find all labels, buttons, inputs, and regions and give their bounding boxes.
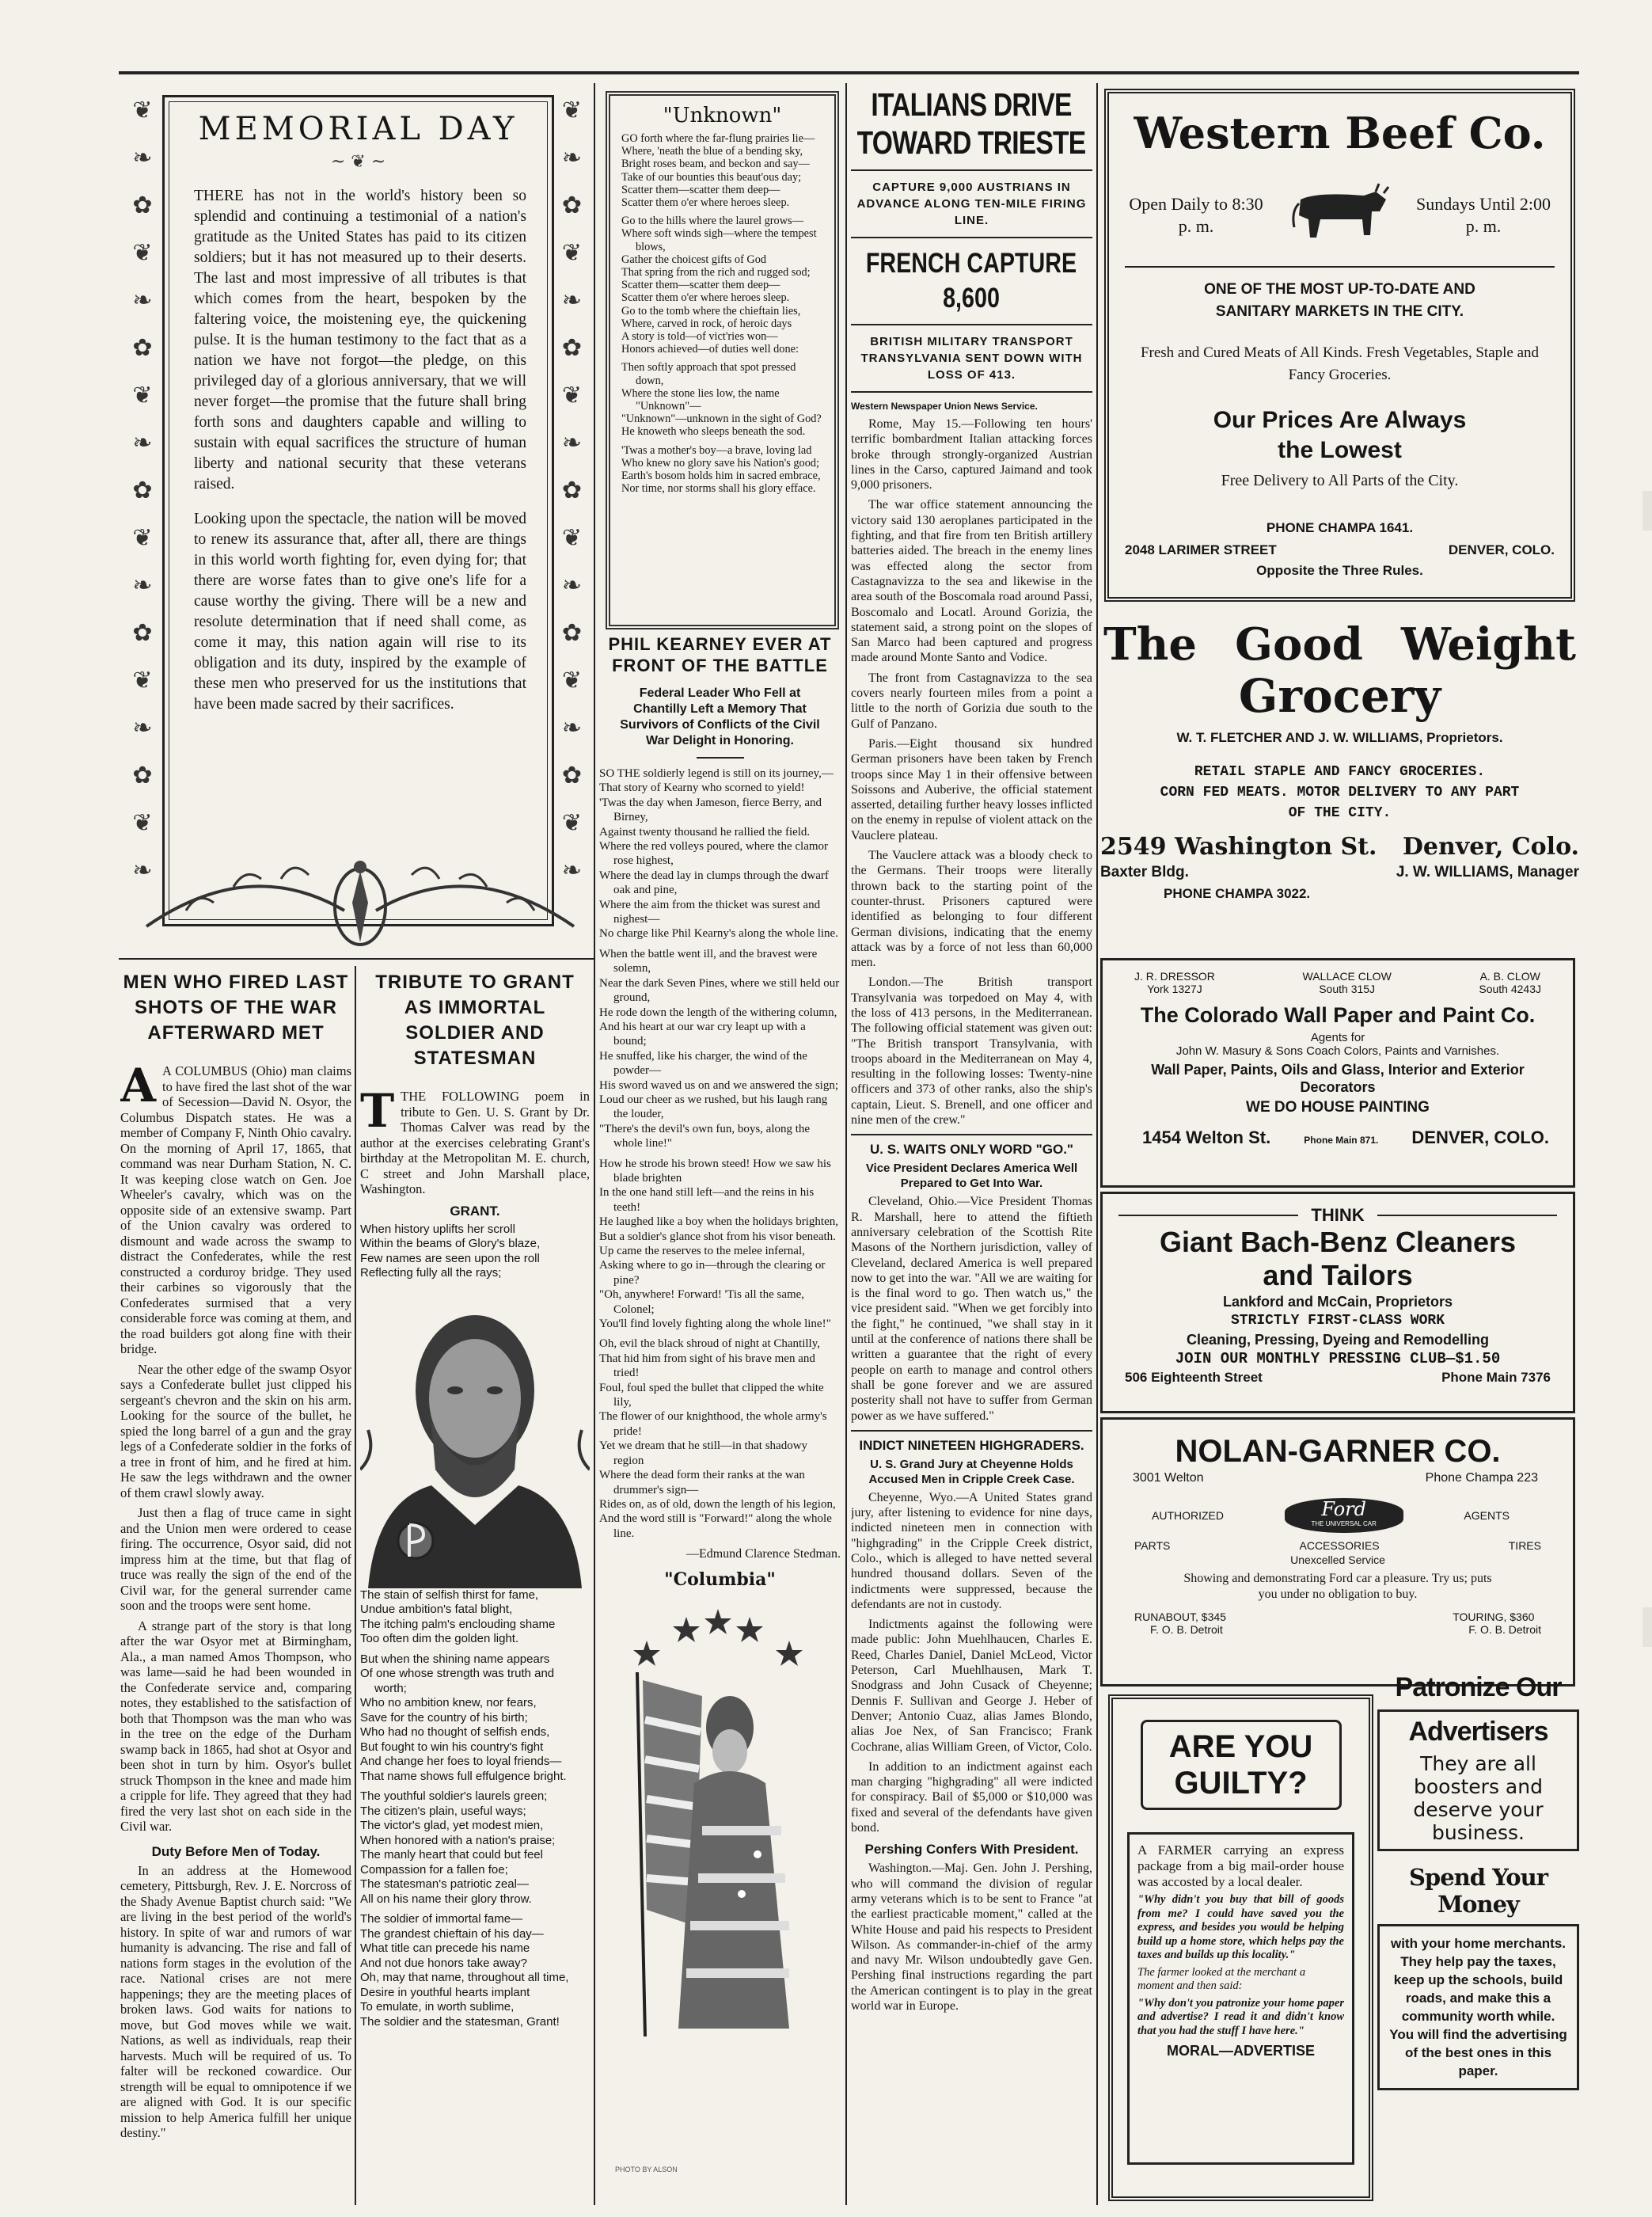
- indict-p3: In addition to an indictment against each man charging "highgrading" all were indicted for conspiracy. Bail of $5,000 or $10,000 was fixed and several of the defendants have given bond.: [851, 1759, 1092, 1835]
- gw-good: Good: [1235, 619, 1363, 671]
- grant-poem-line: [360, 1784, 590, 1789]
- gw-proprietors: W. T. FLETCHER AND J. W. WILLIAMS, Proprietors.: [1176, 730, 1503, 745]
- kearney-poem-line: [599, 1151, 841, 1157]
- grant-poem-line: [360, 1907, 590, 1912]
- grant-poem-line: The soldier of immortal fame—: [360, 1912, 523, 1926]
- memorial-p2: Looking upon the spectacle, the nation will be moved to renew its assurance that, after all, there are things in this world worth fighting for, even dying for; that there are worse fates than to give one's life for a cause worthy the giving. There will be a new and resolute determination that if need shall come, as come it may, this nation again will rise to its obligation and its duty, inspired by the example of these men who preserved for us the institutions that have been made sacred by their sacrifices.: [194, 511, 526, 713]
- guilty-moral: MORAL—ADVERTISE: [1166, 2043, 1315, 2059]
- transylvania-deck: BRITISH MILITARY TRANSPORT TRANSYLVANIA SENT DOWN WITH LOSS OF 413.: [860, 335, 1083, 382]
- unknown-poem-line: Where soft winds sigh—where the tempest blows,: [621, 227, 817, 253]
- grant-poem-line: The manly heart that could but feel: [360, 1848, 543, 1861]
- unknown-poem-line: Go to the hills where the laurel grows—: [621, 215, 803, 228]
- patronize-body: They are all boosters and deserve your business.: [1413, 1752, 1544, 1844]
- grant-poem-line: But fought to win his country's fight: [360, 1740, 544, 1754]
- unknown-poem-line: 'Twas a mother's boy—a brave, loving lad: [621, 443, 812, 457]
- dropcap-t: T: [360, 1084, 395, 1138]
- bach-benz-services: Cleaning, Pressing, Dyeing and Remodelling: [1186, 1332, 1490, 1348]
- kearney-poem-line: No charge like Phil Kearny's along the whole line.: [599, 927, 838, 941]
- unknown-poem-line: Nor time, nor storms shall his glory efface.: [621, 482, 816, 496]
- binding-mark-2: [1643, 1607, 1652, 1647]
- colorado-wall-products: Wall Paper, Paints, Oils and Glass, Interior and Exterior Decorators: [1151, 1062, 1525, 1095]
- colorado-wall-masury: John W. Masury & Sons Coach Colors, Paints and Varnishes.: [1175, 1044, 1500, 1058]
- ford-logo-sub: THE UNIVERSAL CAR: [1311, 1520, 1377, 1527]
- unknown-poem-line: Take of our bounties this beaut'ous day;: [621, 170, 802, 184]
- grant-poem-line: And not due honors take away?: [360, 1956, 527, 1970]
- kearney-poem-line: Near the dark Seven Pines, where we still held our ground,: [599, 976, 840, 1005]
- colorado-wall-address: 1454 Welton St.: [1142, 1128, 1271, 1147]
- western-beef-delivery: Free Delivery to All Parts of the City.: [1221, 472, 1459, 489]
- partner-2: WALLACE CLOW: [1302, 970, 1392, 983]
- nolan-tires: TIRES: [1508, 1539, 1541, 1552]
- pershing-p1: Washington.—Maj. Gen. John J. Pershing, who will command the division of regular army veterans which is to be sent to France "at the earliest practicable moment," called at the White House and paid his respects to President Wilson. As commander-in-chief of the army and navy Mr. Wilson undoubtedly gave Gen. Pershing final instructions regarding the part the American contingent is to play in the great world war in Europe.: [851, 1861, 1092, 2014]
- western-beef-city: DENVER, COLO.: [1448, 542, 1555, 557]
- grant-poem-line: The itching palm's enclouding shame: [360, 1617, 556, 1631]
- kearney-poem-line: SO THE soldierly legend is still on its journey,—: [599, 767, 834, 780]
- kearney-poem-line: That hid him from sight of his brave men and tried!: [599, 1352, 815, 1380]
- grant-poem-line: Too often dim the golden light.: [360, 1632, 519, 1645]
- bach-benz-props: Lankford and McCain, Proprietors: [1222, 1294, 1453, 1310]
- left-vine-ornament: ❦ ❧ ✿ ❦ ❧ ✿ ❦ ❧ ✿ ❦ ❧ ✿ ❦ ❧ ✿ ❦ ❧: [132, 97, 153, 884]
- grant-poem-line: Desire in youthful hearts implant: [360, 1985, 530, 1999]
- partner-3: A. B. CLOW: [1479, 970, 1540, 983]
- colorado-wall-name: The Colorado Wall Paper and Paint Co.: [1140, 1003, 1536, 1027]
- nolan-name: NOLAN-GARNER CO.: [1175, 1434, 1501, 1469]
- grant-poem-line: Oh, may that name, throughout all time,: [360, 1971, 569, 1984]
- grant-poem-line: The stain of selfish thirst for fame,: [360, 1588, 539, 1602]
- indict-p2: Indictments against the following were made public: John Muehlhaucen, Charles E. Reed, Charles Daniel, Daniel McLeod, Victor Peterson, Carl Muehlhausen, Mark T. Snodgrass and John Cusack of Cheyenne; Dennis F. Sullivan and George J. Heber of Denver; Antonio Cuaz, alias James Blondo, alias Joe Nex, of San Francisco; Frank Cochrane, alias William Green, of Victor, Colo.: [851, 1618, 1092, 1754]
- kearney-poem-line: Asking where to go in—through the clearing or pine?: [599, 1259, 826, 1287]
- columbia-caption: "Columbia": [664, 1569, 776, 1591]
- kearney-poem-line: Up came the reserves to the melee infernal,: [599, 1245, 805, 1257]
- italians-p5: The Vauclere attack was a bloody check to the Germans. Their troops were literally thrown back to the starting point of the counter-thrust. Prisoners captured were identified as belonging to four different German divisions, indicating that the enemy attack was by a force of not less than 60,000 men.: [851, 849, 1092, 970]
- indict-head: INDICT NINETEEN HIGHGRADERS.: [859, 1437, 1084, 1453]
- italians-headline: ITALIANS DRIVE TOWARD TRIESTE: [856, 86, 1086, 161]
- news-column: [851, 86, 1092, 2207]
- grant-stanza-1: [360, 1223, 590, 1281]
- western-beef-phone: PHONE CHAMPA 1641.: [1266, 520, 1414, 535]
- gw-line2: CORN FED MEATS. MOTOR DELIVERY TO ANY PART OF THE CITY.: [1160, 785, 1520, 821]
- western-beef-name: Western Beef Co.: [1134, 108, 1546, 158]
- kearney-title: PHIL KEARNEY EVER AT FRONT OF THE BATTLE: [608, 634, 832, 675]
- kearney-poem-line: That story of Kearny who scorned to yield!: [599, 781, 805, 795]
- men-fired-p5: In an address at the Homewood cemetery, Pittsburgh, Rev. J. E. Norcross of the Shady Avenue Baptist church said: "We are living in the best period of the world's history. In spite of war and rumors of war humanity is advancing. The rise and fall of nations form stages in the evolution of the race. National crises are not mere happenings; they are the meeting places of broken laws. God waits for nations to move, but God moves while we wait. Nations, as well as individuals, reap their harvests. Much will be required of us. To falter will be reckoned cowardice. Our strength will be equal to omnipotence if we are aligned with God. It is our specific mission to help America fulfill her unique destiny.": [120, 1862, 351, 2140]
- unknown-poem-line: Then softly approach that spot pressed down,: [621, 361, 796, 387]
- grant-poem-line: The citizen's plain, useful ways;: [360, 1804, 526, 1818]
- runabout-fob: F. O. B. Detroit: [1150, 1623, 1223, 1636]
- grant-stanza-2: [360, 1588, 590, 2030]
- kearney-poem-line: Oh, evil the black shroud of night at Chantilly,: [599, 1337, 820, 1351]
- unknown-poem-line: That spring from the rich and rugged sod;: [621, 266, 811, 280]
- grant-poem-line: When history uplifts her scroll: [360, 1222, 515, 1236]
- grant-title: TRIBUTE TO GRANT AS IMMORTAL SOLDIER AND STATESMAN: [375, 972, 575, 1069]
- kearney-poem-line: In the one hand still left—and the reins in his teeth!: [599, 1186, 815, 1214]
- grant-poem-line: Who had no thought of selfish ends,: [360, 1725, 550, 1739]
- patronize-head2: Advertisers: [1408, 1717, 1548, 1747]
- think-label: THINK: [1311, 1205, 1365, 1225]
- good-weight-ad: [1100, 619, 1579, 944]
- touring-fob: F. O. B. Detroit: [1468, 1623, 1541, 1636]
- partner-3-phone: South 4243J: [1479, 983, 1541, 995]
- grant-poem-line: Reflecting fully all the rays;: [360, 1266, 502, 1280]
- unknown-poem-line: Go to the tomb where the chieftain lies,: [621, 304, 801, 318]
- unknown-poem-line: Where the stone lies low, the name "Unknown"—: [621, 386, 780, 413]
- gw-address: 2549 Washington St.: [1100, 833, 1377, 861]
- unknown-poem-line: Earth's bosom holds him in sacred embrace,: [621, 470, 821, 483]
- unknown-poem-line: [621, 209, 823, 215]
- italians-deck: CAPTURE 9,000 AUSTRIANS IN ADVANCE ALONG TEN-MILE FIRING LINE.: [856, 181, 1087, 227]
- kearney-poem-line: Where the dead form their ranks at the wan drummer's sign—: [599, 1469, 805, 1496]
- grant-poem-line: Who no ambition knew, nor fears,: [360, 1696, 537, 1709]
- grant-poem-line: The grandest chieftain of his day—: [360, 1926, 544, 1941]
- spend-your-money: Spend Your Money: [1408, 1864, 1548, 1918]
- grant-poem-line: All on his name their glory throw.: [360, 1892, 532, 1906]
- bottom-wreath-ornament: [139, 839, 582, 950]
- memorial-bottom-rule: [119, 958, 594, 960]
- italians-p2: The war office statement announcing the victory said 130 aeroplanes participated in the fighting, and that fire from ten British artillery batteries aided. The breach in the enemy lines was effected along the sector from Castagnavizza to the sea and likewise in the area south of the Boscomala road around Passi, Boscomalo and Locatl. Around Gorizia, the statement said, a strong point on the slopes of San Marco had been captured and progress made around Monte Santo and Vodice.: [851, 498, 1092, 665]
- grant-poem-line: Save for the country of his birth;: [360, 1710, 528, 1725]
- unknown-poem-line: Where, 'neath the blue of a bending sky,: [621, 145, 803, 158]
- men-fired-column: [120, 970, 351, 2205]
- unknown-title: "Unknown": [663, 104, 782, 127]
- kearney-poem-line: Where the red volleys poured, where the clamor rose highest,: [599, 840, 829, 868]
- unknown-poem-line: A story is told—of vict'ries won—: [621, 330, 778, 344]
- col-rule-4: [355, 966, 356, 2205]
- nolan-accessories: ACCESSORIES: [1299, 1539, 1380, 1552]
- bach-benz-tailors: and Tailors: [1263, 1259, 1413, 1291]
- nolan-authorized: AUTHORIZED: [1152, 1509, 1224, 1522]
- unknown-poem-line: "Unknown"—unknown in the sight of God?: [621, 413, 822, 426]
- kearney-poem-line: Rides on, as of old, down the length of his legion,: [599, 1497, 836, 1511]
- grant-column: [360, 970, 590, 2205]
- nolan-showing: Showing and demonstrating Ford car a pleasure. Try us; puts you under no obligation to buy.: [1183, 1572, 1492, 1601]
- italians-p4: Paris.—Eight thousand six hundred German prisoners have been taken by French troops since May 1 in their offensive between Soissons and Auberive, the official statement asserted, detailing further heavy losses inflicted on the enemy in repulse of violent attack on the Vauclere plateau.: [851, 736, 1092, 842]
- colorado-wall-phone: Phone Main 871.: [1304, 1135, 1379, 1146]
- italians-p3: The front from Castagnavizza to the sea covers nearly fourteen miles from a point a little to the north of Gorizia due south to the Gulf of Panzano.: [851, 671, 1092, 731]
- grant-poem-line: The victor's glad, yet modest mien,: [360, 1819, 544, 1832]
- sunday-hours: Sundays Until 2:00 p. m.: [1416, 194, 1551, 236]
- bach-benz-ad: [1100, 1192, 1575, 1413]
- kearney-poem-line: 'Twas the day when Jameson, fierce Berry, and Birney,: [599, 796, 822, 824]
- kearney-poem-line: When the battle went ill, and the bravest were solemn,: [599, 947, 818, 975]
- men-fired-subhead: Duty Before Men of Today.: [151, 1843, 321, 1859]
- partner-2-phone: South 315J: [1319, 983, 1376, 995]
- french-headline: FRENCH CAPTURE 8,600: [865, 248, 1077, 314]
- grant-poem-line: To emulate, in worth sublime,: [360, 2000, 515, 2014]
- us-waits-p1: Cleveland, Ohio.—Vice President Thomas R. Marshall, here to attend the fiftieth anniversary celebration of the Scottish Rite Masons of the Northern jurisdiction, valley of Cleveland, declared America is well prepared now to get into the war. "All we are waiting for is the final word to go. Then watch us," the vice president said. "When we get forcibly into the fight," he continued, "we shall stay in it until at the conference of nations there shall be written a guarantee that the right of every people on earth to manage and control others shall be gone forever and we are assured posterity shall not have to suffer from German power as we have suffered.": [851, 1195, 1092, 1423]
- gw-bldg: Baxter Bldg.: [1100, 864, 1189, 880]
- unknown-poem-line: Who knew no glory save his Nation's good;: [621, 456, 819, 470]
- partner-1-phone: York 1327J: [1147, 983, 1202, 995]
- are-you-guilty-ad: [1108, 1694, 1373, 2201]
- unknown-poem-line: Gather the choicest gifts of God: [621, 253, 767, 266]
- gw-phone: PHONE CHAMPA 3022.: [1164, 886, 1311, 901]
- unknown-poem-line: [621, 439, 823, 444]
- guilty-title: ARE YOU GUILTY?: [1141, 1720, 1342, 1810]
- news-service: Western Newspaper Union News Service.: [851, 401, 1038, 412]
- colorado-wall-city: DENVER, COLO.: [1411, 1128, 1549, 1147]
- kearney-poem: [599, 766, 841, 1541]
- men-fired-p4: A strange part of the story is that long after the war Osyor met at Birmingham, Ala., a man named Amos Thompson, who was lame—said he had been wounded in the Confederate service and, comparing notes, they established to the satisfaction of both that Thompson was the man who was in the tree on the edge of the Durham swamp back in 1865, had shot at Osyor and been shot in turn by him. Osyor's bullet struck Thompson in the knee and made him a cripple for life. They agreed that they had fired the very last shot on each side in the Civil war.: [120, 1618, 351, 1834]
- unknown-poem-line: [621, 356, 823, 361]
- grant-poem-line: Few names are seen upon the roll: [360, 1251, 540, 1265]
- bach-benz-club: JOIN OUR MONTHLY PRESSING CLUB—$1.50: [1175, 1350, 1501, 1367]
- grant-poem-line: That name shows full effulgence bright.: [360, 1769, 567, 1783]
- unknown-poem-line: Scatter them—scatter them deep—: [621, 183, 780, 196]
- memorial-day-panel: [123, 87, 590, 954]
- kearney-poem-line: Where the dead lay in clumps through the dwarf oak and pine,: [599, 869, 829, 897]
- grant-poem-line: [360, 1647, 590, 1652]
- grant-poem-title: GRANT.: [450, 1203, 500, 1219]
- unknown-poem-line: GO forth where the far-flung prairies lie—: [621, 132, 815, 145]
- grant-poem-line: The statesman's patriotic zeal—: [360, 1877, 529, 1891]
- unknown-poem-line: Scatter them o'er where heroes sleep.: [621, 291, 790, 305]
- kearney-poem-line: You'll find lovely fighting along the whole line!": [599, 1318, 831, 1331]
- kearney-poem-line: He rode down the length of the withering column,: [599, 1006, 837, 1019]
- grant-poem-line: Of one whose strength was truth and worth;: [360, 1667, 555, 1695]
- gw-grocery: Grocery: [1238, 669, 1441, 723]
- grant-poem-line: Undue ambition's fatal blight,: [360, 1603, 513, 1616]
- ford-logo: [1285, 1498, 1403, 1533]
- men-fired-p1: A COLUMBUS (Ohio) man claims to have fired the last shot of the war of Secession—David N. Osyor, the Columbus Dispatch states. He was a member of Company F, Ninth Ohio cavalry. On the morning of April 17, 1865, that command was near Durham Station, N. C. It was keeping close watch on Gen. Joe Wheeler's cavalry, which was on the opposite side of an extensive swamp. Part of the Union cavalry was ordered to dismount and wade across the swamp to distract the Confederates, while the rest constructed a corduroy bridge. They used their carbines so vigorously that the Confederates surmised that a very considerable force was coming at them, and the road builders got along fine with their bridge.: [120, 1063, 351, 1356]
- patronize-ad: [1377, 1663, 1579, 2201]
- nolan-address: 3001 Welton: [1133, 1471, 1204, 1485]
- grant-poem-line: The youthful soldier's laurels green;: [360, 1789, 548, 1803]
- grant-poem-line: When honored with a nation's praise;: [360, 1833, 556, 1847]
- unknown-poem-panel: [606, 91, 839, 629]
- nolan-parts: PARTS: [1134, 1539, 1171, 1552]
- kearney-poem-line: And the word still is "Forward!" along the whole line.: [599, 1512, 832, 1540]
- col-rule-1: [594, 83, 595, 2205]
- partner-1: J. R. DRESSOR: [1134, 970, 1215, 983]
- guilty-quote2: "Why don't you patronize your home paper and advertise? I read it and didn't know that you had the stuff I have here.": [1137, 1996, 1344, 2037]
- unknown-poem-line: Bright roses beam, and beckon and say—: [621, 158, 810, 171]
- colorado-wall-agents: Agents for: [1310, 1031, 1365, 1044]
- cow-icon: [1285, 176, 1396, 255]
- kearney-poem-line: [599, 1331, 841, 1337]
- bach-benz-strict: STRICTLY FIRST-CLASS WORK: [1230, 1313, 1445, 1329]
- western-beef-opposite: Opposite the Three Rules.: [1256, 563, 1423, 578]
- colorado-wall-house: WE DO HOUSE PAINTING: [1246, 1099, 1430, 1116]
- grant-poem-line: And change her foes to loyal friends—: [360, 1755, 562, 1768]
- photo-credit: PHOTO BY ALSON: [615, 2166, 678, 2173]
- indict-sub: U. S. Grand Jury at Cheyenne Holds Accused Men in Cripple Creek Case.: [868, 1457, 1075, 1486]
- kearney-poem-line: [599, 941, 841, 947]
- kearney-poem-line: "Oh, anywhere! Forward! 'Tis all the same, Colonel;: [599, 1288, 805, 1316]
- western-beef-address: 2048 LARIMER STREET: [1125, 542, 1277, 557]
- gw-city: Denver, Colo.: [1402, 833, 1579, 861]
- guilty-quote1: "Why didn't you buy that bill of goods from me? I could have saved you the express, and besides you would be helping build up a home store, which helps pay the taxes and builds up this locality.": [1137, 1893, 1344, 1961]
- grant-portrait: [360, 1287, 590, 1588]
- kearney-poem-line: Foul, foul sped the bullet that clipped the white lily,: [599, 1381, 824, 1409]
- kearney-poem-line: Where the aim from the thicket was surest and nighest—: [599, 898, 821, 926]
- unknown-lines: [621, 132, 823, 495]
- us-waits-head: U. S. WAITS ONLY WORD "GO.": [870, 1142, 1073, 1158]
- kearney-byline: —Edmund Clarence Stedman.: [685, 1547, 841, 1561]
- nolan-phone: Phone Champa 223: [1425, 1471, 1538, 1485]
- kearney-subhead: Federal Leader Who Fell at Chantilly Left a Memory That Survivors of Conflicts of the Civil War Delight in Honoring.: [620, 686, 820, 747]
- col-rule-2: [845, 83, 847, 2205]
- gw-manager: J. W. WILLIAMS, Manager: [1396, 864, 1579, 880]
- grant-poem-line: But when the shining name appears: [360, 1652, 550, 1666]
- colorado-wall-paper-ad: [1100, 958, 1575, 1188]
- patronize-text: with your home merchants. They help pay the taxes, keep up the schools, build roads, and make this a community worth while. You will find the advertising of the best ones in this paper.: [1389, 1936, 1567, 2078]
- gw-line1: RETAIL STAPLE AND FANCY GROCERIES.: [1194, 764, 1486, 780]
- bach-benz-phone: Phone Main 7376: [1441, 1370, 1551, 1385]
- kearney-poem-line: His sword waved us on and we answered the sign;: [599, 1078, 839, 1092]
- top-rule: [119, 71, 1579, 74]
- memorial-title: MEMORIAL DAY: [198, 111, 518, 147]
- western-beef-ad: [1104, 89, 1575, 602]
- kearney-poem-line: He laughed like a boy when the holidays brighten,: [599, 1215, 839, 1229]
- right-vine-ornament: ❦ ❧ ✿ ❦ ❧ ✿ ❦ ❧ ✿ ❦ ❧ ✿ ❦ ❧ ✿ ❦ ❧: [561, 97, 583, 884]
- kearney-poem-line: Loud our cheer as we rushed, but his laugh rang the louder,: [599, 1093, 828, 1121]
- nolan-agents: AGENTS: [1464, 1509, 1510, 1522]
- touring-price: TOURING, $360: [1453, 1610, 1535, 1623]
- men-fired-title: MEN WHO FIRED LAST SHOTS OF THE WAR AFTERWARD MET: [123, 972, 349, 1044]
- dropcap-a: A: [120, 1059, 157, 1112]
- us-waits-sub: Vice President Declares America Well Prepared to Get Into War.: [865, 1162, 1078, 1191]
- western-beef-products: Fresh and Cured Meats of All Kinds. Fresh Vegetables, Staple and Fancy Groceries.: [1140, 344, 1540, 383]
- grant-poem-line: What title can precede his name: [360, 1941, 530, 1955]
- kearney-poem-line: "There's the devil's own fun, boys, along the whole line!": [599, 1122, 811, 1150]
- men-fired-p2: Near the other edge of the swamp Osyor says a Confederate bullet just clipped his sergeant's chevron and the skin on his arm. Looking for the source of the bullet, he spied the long barrel of a gun and the gray legs of a Confederate soldier in the forks of a tree in front of him, and he fired at him. He saw the legs withdrawn and the owner of them crawl slowly away.: [120, 1361, 351, 1500]
- open-hours: Open Daily to 8:30 p. m.: [1129, 194, 1263, 236]
- kearney-divider: [697, 757, 744, 759]
- nolan-garner-ad: [1100, 1417, 1575, 1687]
- memorial-p1: THERE has not in the world's history been so splendid and continuing a testimonial of a nation's gratitude as the United States has paid to its citizen soldiers; but it has not measured up to their deserts. The last and most impressive of all tributes is that which comes from the heart, bespoken by the faltering voice, the moistening eye, the quickening pulse. It is the human testimony to the fact that as a nation we have not forgot—the pledge, on this privileged day of a glorious anniversary, that we will never forget—the promise that the future shall bring forth sons and daughters capable and willing to sustain with equal sacrifices the structure of human liberty and national security that these veterans raised.: [194, 188, 526, 492]
- grant-intro: THE FOLLOWING poem in tribute to Gen. U. S. Grant by Dr. Thomas Calver was read by the author at the exercises celebrating Grant's birthday at the Metropolitan M. E. church, C street and John Marshall place, Washington.: [360, 1089, 590, 1196]
- kearney-poem-line: And his heart at our war cry leapt up with a bound;: [599, 1020, 806, 1048]
- men-fired-p3: Just then a flag of truce came in sight and the Union men were ordered to cease firing. The occurrence, Osyor said, did not impress him at the time, but that flag of truce was really the sign of the end of the Civil war, for the general surrender came soon and the troops were sent home.: [120, 1505, 351, 1613]
- title-flourish: ~ ❦ ~: [330, 152, 386, 172]
- pershing-head: Pershing Confers With President.: [864, 1842, 1079, 1858]
- unknown-poem-line: Where, carved in rock, of heroic days: [621, 317, 792, 330]
- kearney-poem-line: How he strode his brown steed! How we saw his blade brighten: [599, 1157, 831, 1185]
- binding-mark-1: [1643, 491, 1652, 530]
- patronize-head1: Patronize Our: [1395, 1672, 1562, 1702]
- kearney-poem-line: But a soldier's glance shot from his visor beneath.: [599, 1230, 836, 1243]
- kearney-poem-line: He snuffed, like his charger, the wind of the powder—: [599, 1049, 807, 1078]
- unknown-poem-line: Honors achieved—of duties well done:: [621, 343, 799, 356]
- western-beef-tagline: ONE OF THE MOST UP-TO-DATE AND SANITARY MARKETS IN THE CITY.: [1204, 281, 1475, 320]
- bach-benz-address: 506 Eighteenth Street: [1125, 1370, 1263, 1385]
- guilty-text1: A FARMER carrying an express package from a big mail-order house was accosted by a local dealer.: [1137, 1842, 1344, 1889]
- gw-weight: Weight: [1401, 619, 1576, 671]
- italians-p1: Rome, May 15.—Following ten hours' terrific bombardment Italian attacking forces broke through strongly-organized Austrian lines in the Carso, captured Jaimand and took 9,000 prisoners.: [851, 417, 1092, 492]
- gw-the: The: [1103, 619, 1198, 671]
- kearney-column: [599, 633, 841, 2201]
- kearney-poem-line: Against twenty thousand he rallied the field.: [599, 825, 811, 839]
- grant-poem-line: Compassion for a fallen foe;: [360, 1862, 508, 1877]
- col-rule-3: [1096, 83, 1098, 2205]
- unknown-poem-line: He knoweth who sleeps beneath the sod.: [621, 425, 806, 439]
- indict-p1: Cheyenne, Wyo.—A United States grand jury, after listening to evidence for nine days, indicted nineteen men in connection with "highgrading" in the Cripple Creek district, Colo., which is alleged to have netted several hundred thousand dollars. Seven of the indictments were suppressed, because the defendants are not in custody.: [851, 1490, 1092, 1611]
- kearney-poem-line: Yet we dream that he still—in that shadowy region: [599, 1439, 808, 1467]
- western-beef-prices: Our Prices Are Always the Lowest: [1213, 407, 1467, 463]
- guilty-text2: The farmer looked at the merchant a moment and then said:: [1137, 1965, 1306, 1992]
- columbia-illustration: [599, 1593, 837, 2036]
- grant-poem-line: The soldier and the statesman, Grant!: [360, 2014, 560, 2029]
- italians-p6: London.—The British transport Transylvania was torpedoed on May 4, with the loss of 413 persons, in the Mediterranean. The following official statement was given out: "The British transport Transylvania, with troops aboard in the Mediterranean on May 4, resulting in the following losses: Twenty-nine officers and 373 of other ranks, also the ship's captain, Lieut. S. Brenell, and one officer and nine men of the crew.": [851, 975, 1092, 1128]
- ford-logo-text: Ford: [1321, 1498, 1367, 1520]
- runabout-price: RUNABOUT, $345: [1134, 1610, 1226, 1623]
- grant-poem-line: Within the beams of Glory's blaze,: [360, 1237, 541, 1250]
- nolan-service: Unexcelled Service: [1290, 1553, 1385, 1566]
- memorial-body: [194, 186, 526, 715]
- unknown-poem-line: Scatter them o'er where heroes sleep.: [621, 196, 790, 210]
- kearney-poem-line: The flower of our knighthood, the whole army's pride!: [599, 1410, 827, 1438]
- bach-benz-name: Giant Bach-Benz Cleaners: [1159, 1226, 1517, 1258]
- unknown-poem-line: Scatter them—scatter them deep—: [621, 279, 780, 292]
